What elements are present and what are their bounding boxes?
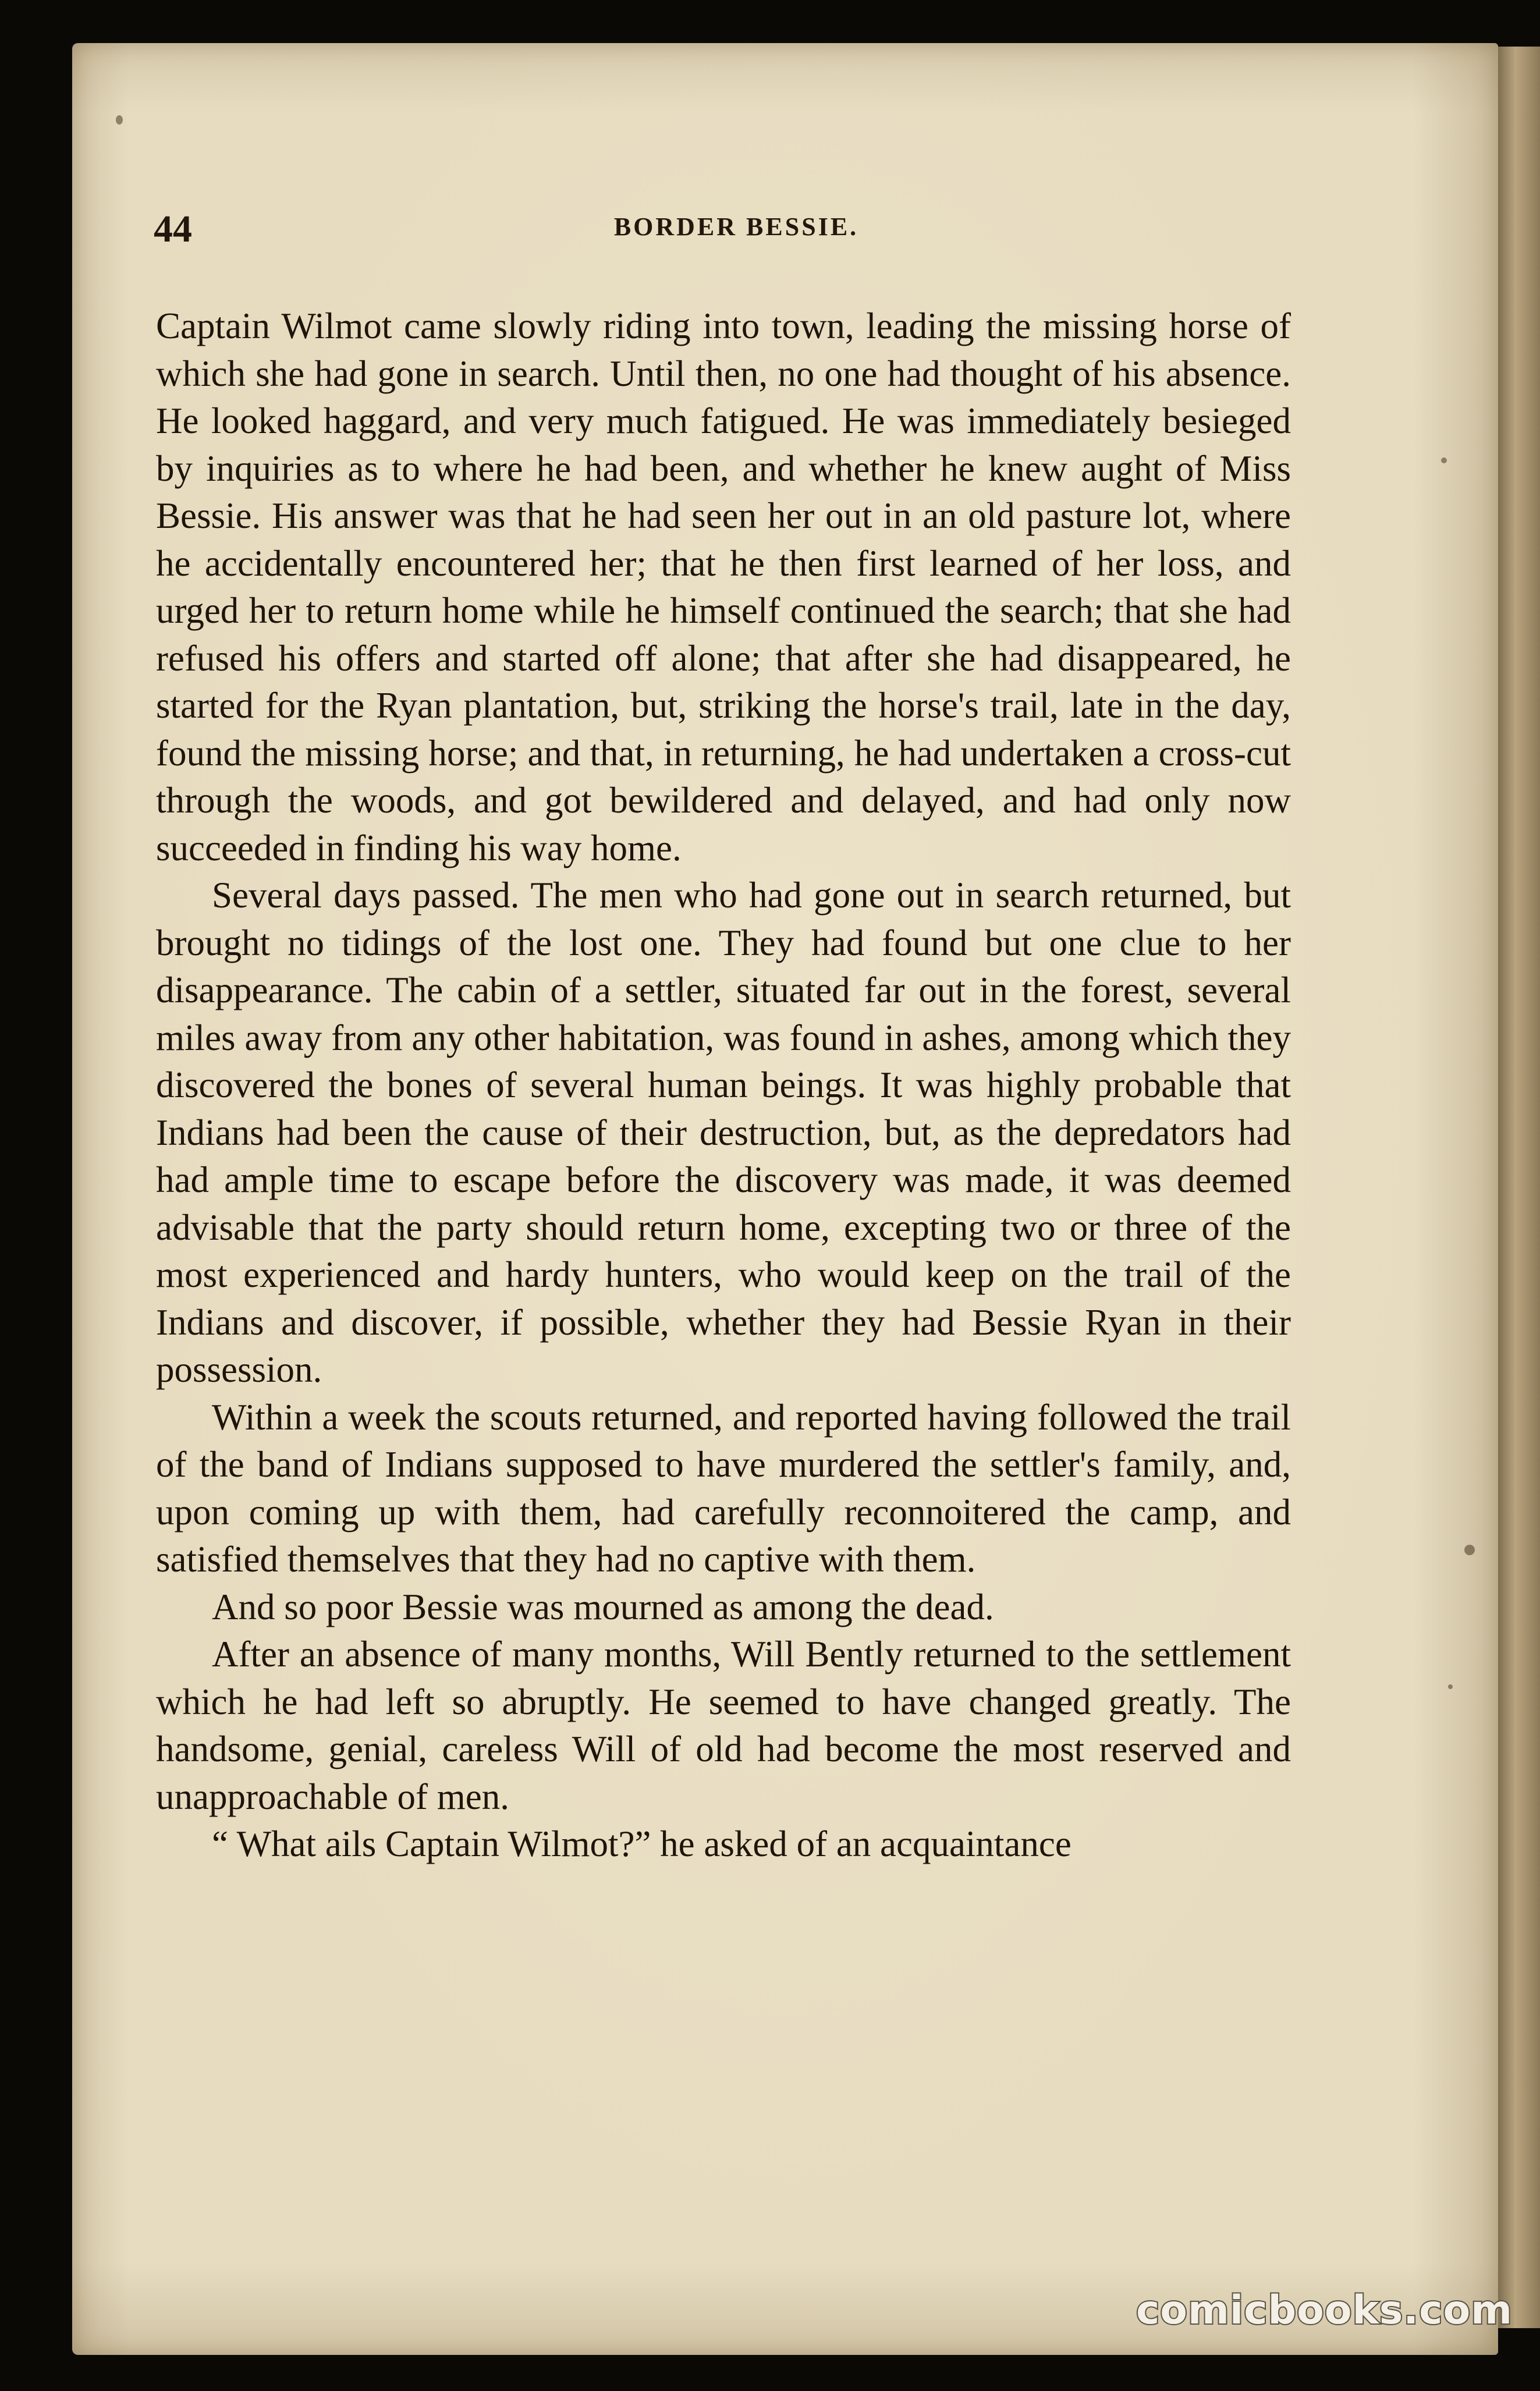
running-head (154, 204, 1296, 256)
site-watermark: comicbooks.com (1136, 2287, 1513, 2333)
body-text (156, 303, 1291, 1868)
ink-speck (1441, 457, 1447, 463)
paragraph: Captain Wilmot came slowly riding into town, leading the missing horse of which she had gone in search. Until then, no one had thought of his absence. He looked haggard, and very much fatigued. He was immediately besieged by inquiries as to where he had been, and whether he knew aught of Miss Bessie. His answer was that he had seen her out in an old pasture lot, where he accidentally encountered her; that he then first learned of her loss, and urged her to return home while he himself continued the search; that she had refused his offers and started off alone; that after she had disappeared, he started for the Ryan plantation, but, striking the horse's trail, late in the day, found the missing horse; and that, in returning, he had undertaken a cross-cut through the woods, and got bewildered and delayed, and had only now succeeded in finding his way home. (156, 306, 1291, 868)
ink-speck (116, 115, 123, 125)
page-number: 44 (154, 208, 192, 250)
paragraph: Several days passed. The men who had gone out in search returned, but brought no tidings of the lost one. They had found but one clue to her disappearance. The cabin of a settler, situated far out in the forest, several miles away from any other habitation, was found in ashes, among which they discovered the bones of several human beings. It was highly probable that Indians had been the cause of their destruction, but, as the depredators had had ample time to escape before the discovery was made, it was deemed advisable that the party should return home, excepting two or three of the most experienced and hardy hunters, who would keep on the trail of the Indians and discover, if possible, whether they had Bessie Ryan in their possession. (156, 875, 1291, 1390)
paragraph: Within a week the scouts returned, and reported having followed the trail of the band of Indians supposed to have murdered the settler's family, and, upon coming up with them, had carefully reconnoitered the camp, and satisfied themselves that they had no captive with them. (156, 1396, 1291, 1580)
paragraph: And so poor Bessie was mourned as among the dead. (212, 1586, 994, 1627)
ink-speck (1448, 1684, 1453, 1689)
ink-speck (1464, 1545, 1475, 1555)
running-title: BORDER BESSIE. (613, 212, 859, 241)
paragraph: “ What ails Captain Wilmot?” he asked of an acquaintance (212, 1824, 1071, 1864)
paragraph: After an absence of many months, Will Bently returned to the settlement which he had left so abruptly. He seemed to have changed greatly. The handsome, genial, careless Will of old had become the most reserved and unapproachable of men. (156, 1634, 1291, 1817)
